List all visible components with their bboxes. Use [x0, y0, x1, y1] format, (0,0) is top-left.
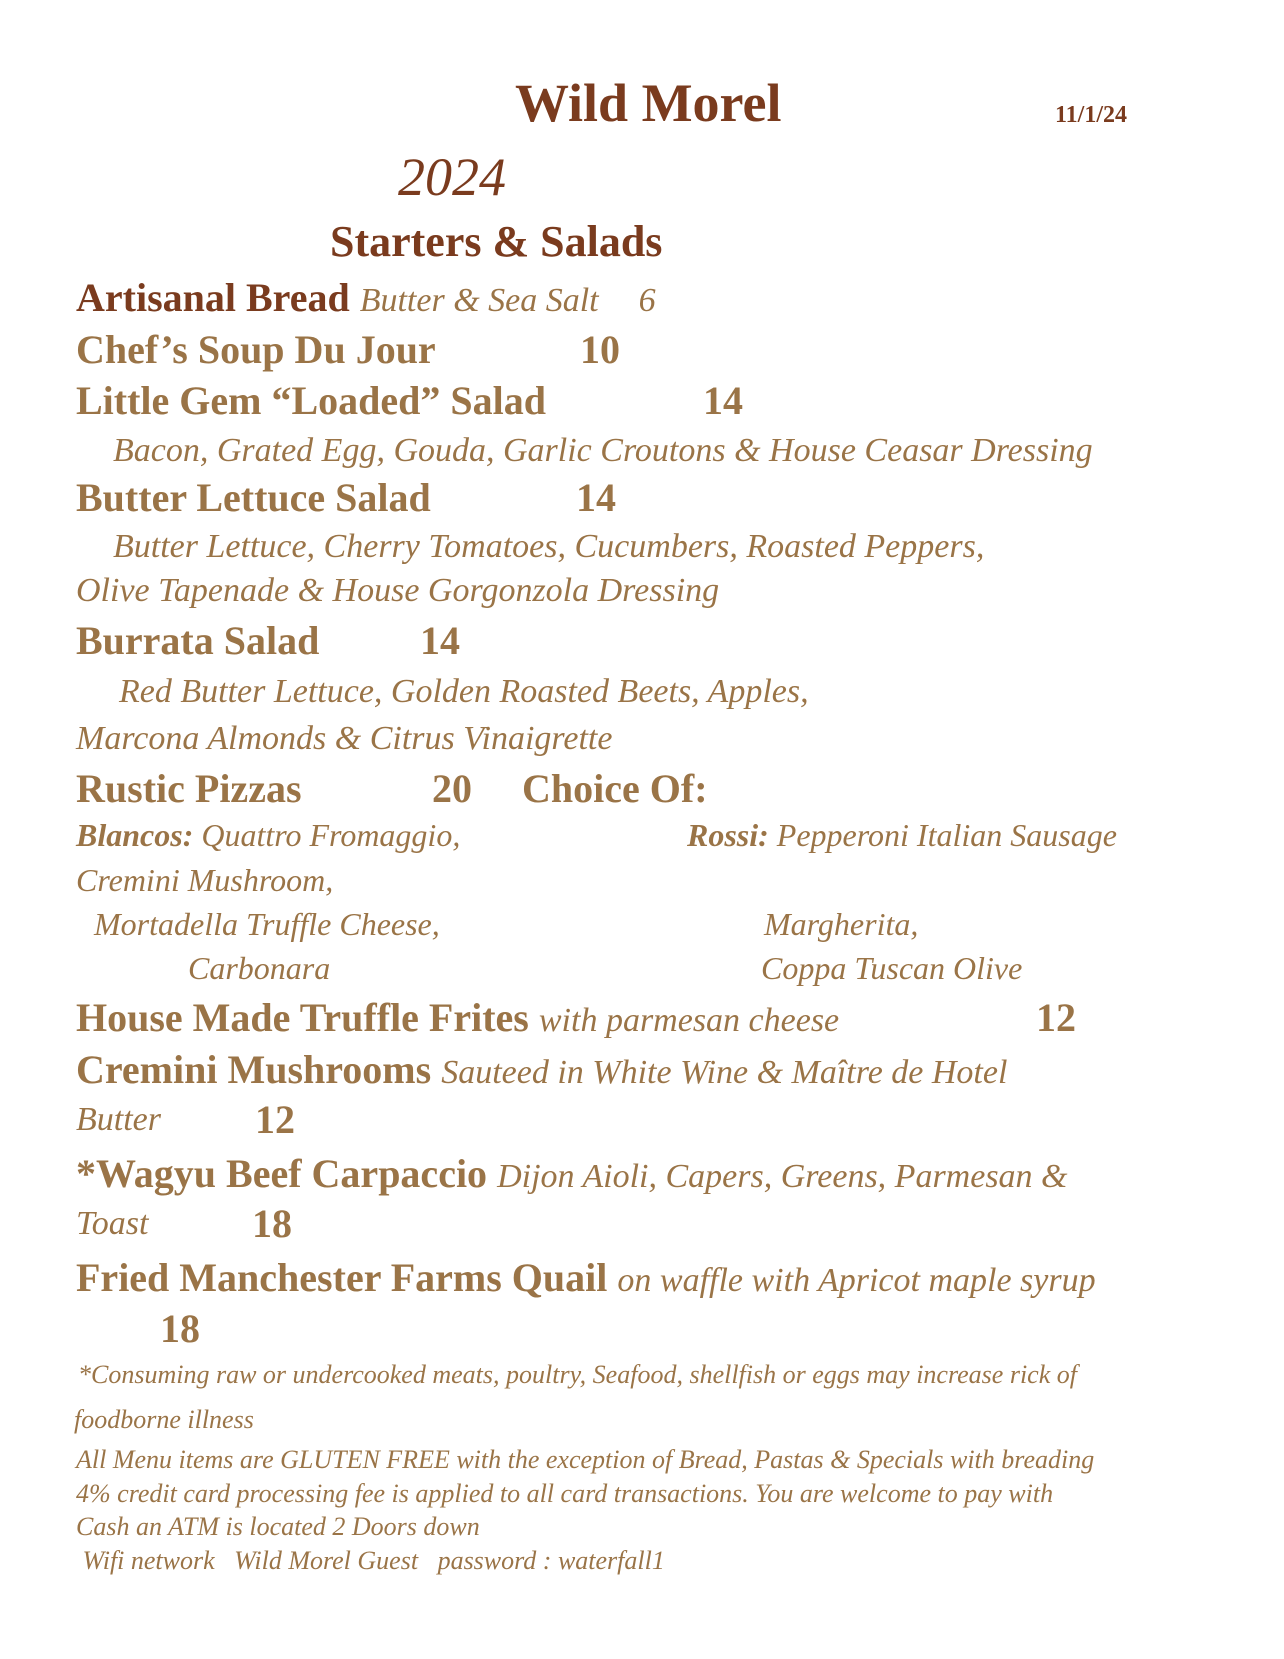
menu-item-quail — [76, 1254, 1096, 1301]
item-desc: Dijon Aioli, Capers, Greens, Parmesan & — [497, 1158, 1068, 1195]
raw-food-warning-cont: foodborne illness — [74, 1405, 254, 1434]
item-price: 20 — [432, 766, 472, 811]
menu-item-mushrooms — [76, 1046, 1007, 1093]
item-desc: Red Butter Lettuce, Golden Roasted Beets, Apples, — [119, 673, 809, 710]
pizza-blancos-item: Mortadella Truffle Cheese, — [94, 906, 440, 942]
pizza-blancos-item: Cremini Mushroom, — [76, 862, 334, 898]
blancos-label: Blancos: — [76, 817, 194, 853]
menu-date: 11/1/24 — [1055, 102, 1128, 128]
menu-item-burrata: Burrata Salad — [76, 618, 320, 663]
pizza-blancos-line: Blancos: Quattro Fromaggio, — [76, 817, 461, 853]
item-desc: Butter Lettuce, Cherry Tomatoes, Cucumbers, Roasted Peppers, — [113, 528, 985, 565]
menu-item-gem: Little Gem “Loaded” Salad — [76, 378, 547, 423]
item-price: 12 — [255, 1097, 295, 1142]
gluten-free-note: All Menu items are GLUTEN FREE with the exception of Bread, Pastas & Specials with breading — [76, 1445, 1095, 1474]
item-desc: Sauteed in White Wine & Maître de Hotel — [441, 1054, 1008, 1091]
item-name: Chef’s Soup Du Jour — [76, 327, 436, 372]
item-desc: Olive Tapenade & House Gorgonzola Dressing — [76, 572, 720, 609]
pizza-choice-label: Choice Of: — [522, 766, 708, 811]
raw-food-warning: *Consuming raw or undercooked meats, poultry, Seafood, shellfish or eggs may increase rick of — [78, 1360, 1077, 1389]
item-desc: with parmesan cheese — [538, 1002, 840, 1039]
pizza-rossi-line: Rossi: Pepperoni Italian Sausage — [687, 817, 1117, 853]
wifi-note: Wifi network Wild Morel Guest password : waterfall1 — [76, 1546, 665, 1575]
menu-item-frites — [76, 994, 839, 1041]
item-desc: Bacon, Grated Egg, Gouda, Garlic Croutons & House Ceasar Dressing — [113, 432, 1093, 469]
card-fee-note: 4% credit card processing fee is applied to all card transactions. You are welcome to pay with — [76, 1479, 1054, 1508]
menu-item-bread — [76, 274, 656, 321]
pizza-blancos-item: Carbonara — [188, 950, 331, 986]
menu-item-butter-lettuce: Butter Lettuce Salad — [76, 475, 431, 520]
item-price: 18 — [252, 1201, 292, 1246]
menu-item-carpaccio — [76, 1150, 1068, 1197]
rossi-label: Rossi: — [687, 817, 769, 853]
menu-item-soup — [76, 326, 436, 373]
menu-title: Wild Morel — [515, 73, 782, 133]
item-desc: Marcona Almonds & Citrus Vinaigrette — [76, 720, 613, 757]
atm-note: Cash an ATM is located 2 Doors down — [76, 1512, 480, 1541]
item-desc: on waffle with Apricot maple syrup — [617, 1262, 1096, 1299]
item-desc: Butter & Sea Salt — [359, 282, 599, 319]
item-price: 10 — [580, 327, 620, 372]
item-price: 6 — [638, 282, 656, 319]
item-price: 14 — [420, 618, 460, 663]
item-price: 14 — [703, 378, 743, 423]
item-price: 18 — [160, 1306, 200, 1351]
item-price: 12 — [1036, 995, 1076, 1040]
pizza-rossi-item: Coppa Tuscan Olive — [761, 950, 1023, 986]
pizza-rossi-item: Margherita, — [764, 906, 919, 942]
section-heading: Starters & Salads — [330, 217, 663, 266]
item-price: 14 — [576, 475, 616, 520]
item-desc: Butter — [76, 1101, 161, 1138]
menu-item-pizza: Rustic Pizzas — [76, 766, 302, 811]
item-name: Artisanal Bread — [76, 275, 350, 320]
item-desc: Toast — [76, 1205, 149, 1242]
item-name: *Wagyu Beef Carpaccio — [76, 1151, 488, 1196]
item-name: Cremini Mushrooms — [76, 1047, 432, 1092]
item-name: House Made Truffle Frites — [76, 995, 529, 1040]
item-name: Fried Manchester Farms Quail — [76, 1255, 608, 1300]
menu-year: 2024 — [398, 147, 506, 207]
